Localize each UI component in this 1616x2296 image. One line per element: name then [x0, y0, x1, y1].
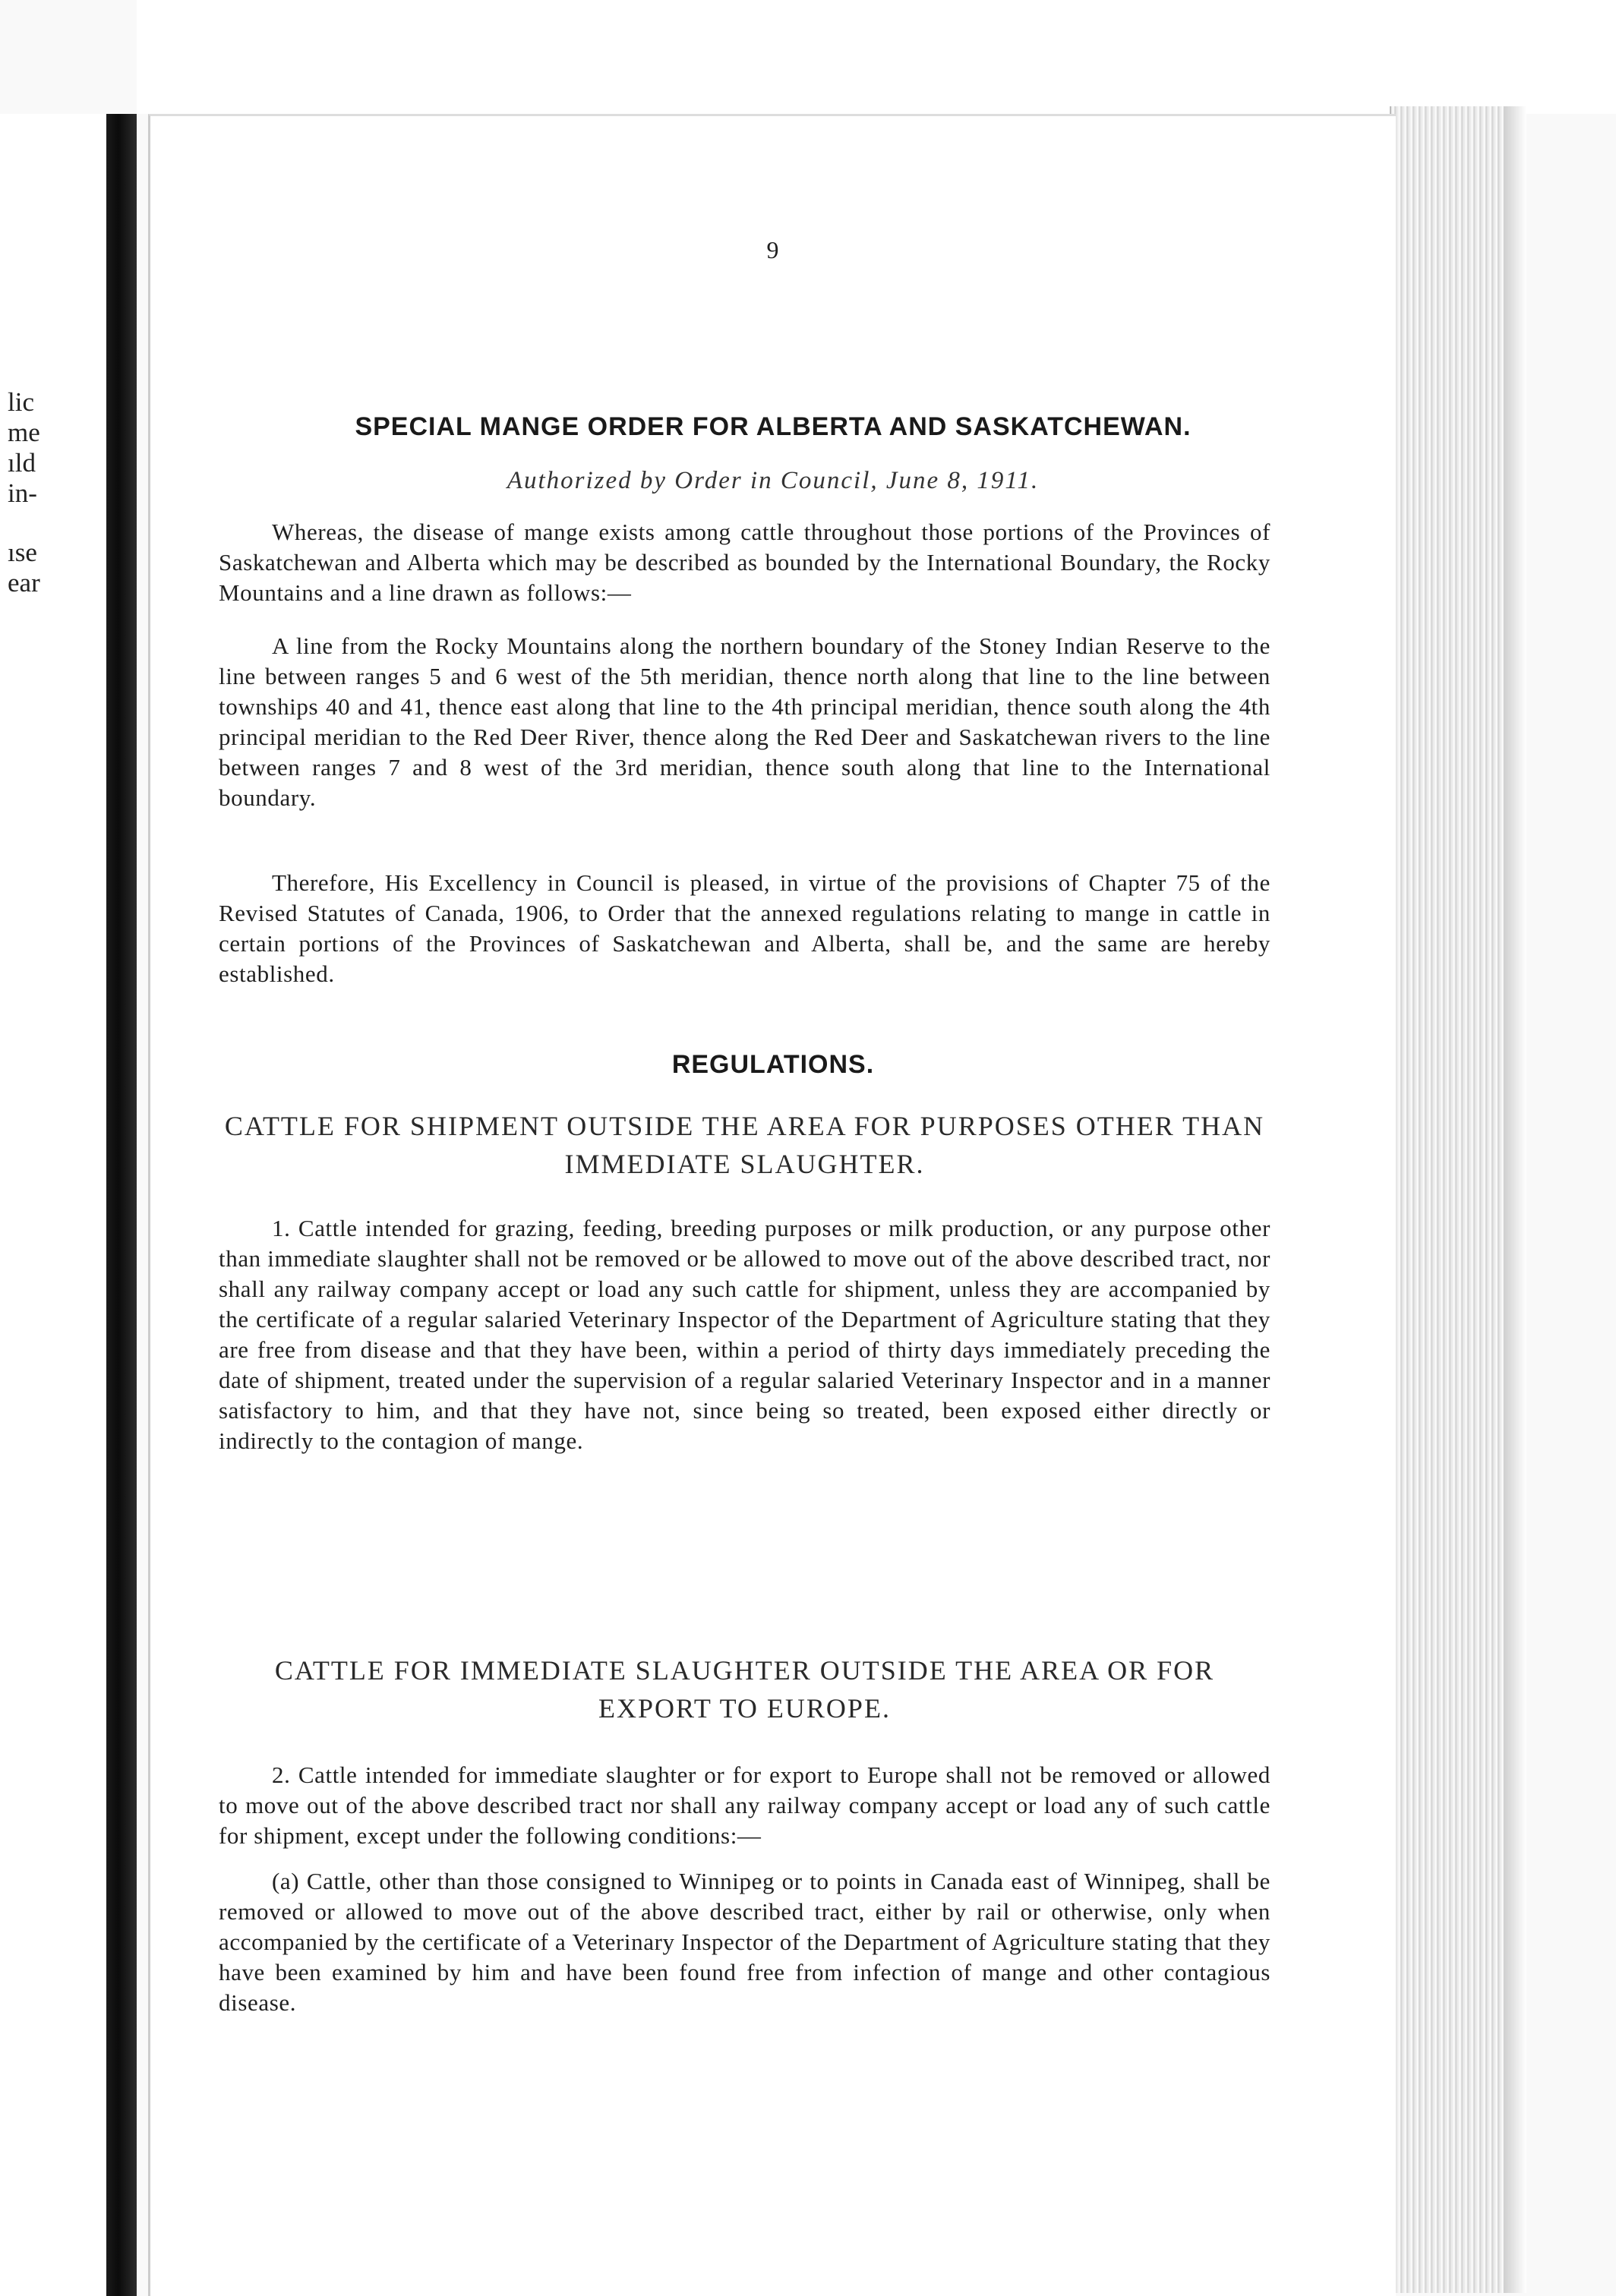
section-heading: CATTLE FOR SHIPMENT OUTSIDE THE AREA FOR PURPOSES OTHER THAN IMMEDIATE SLAUGHTER.	[224, 1111, 1265, 1179]
regulation-paragraph: 1. Cattle intended for grazing, feeding, breeding purposes or milk production, or any purpose other than immediate slaughter shall not be removed or be allowed to move out of the above described tract, nor shall any railway company accept or load any such cattle for shipment, unless they are accompanied by the certificate of a regular salaried Veterinary Inspector of the Department of Agriculture stating that they are free from disease and that they have been, within a period of thirty days immediately preceding the date of shipment, treated under the supervision of a regular salaried Veterinary Inspector and in a manner satisfactory to him, and that they have not, since being so treated, been exposed either directly or indirectly to the contagion of mange.	[219, 1215, 1270, 1454]
regulation-subparagraph: (a) Cattle, other than those consigned to Winnipeg or to points in Canada east of Winnipeg, shall be removed or allowed to move out of the above described tract, either by rail or otherwise, only when accompanied by the certificate of a Veterinary Inspector of the Department of Agriculture stating that they have been examined by him and have been found free from infection of mange and other contagious disease.	[219, 1868, 1270, 2016]
left-fragment: ear	[8, 568, 40, 598]
left-fragment: me	[8, 418, 40, 447]
left-fragment: in-	[8, 478, 37, 508]
section-heading: CATTLE FOR IMMEDIATE SLAUGHTER OUTSIDE THE AREA OR FOR EXPORT TO EUROPE.	[274, 1655, 1215, 1724]
boundary-description-paragraph: A line from the Rocky Mountains along the northern boundary of the Stoney Indian Reserve to the line between ranges 5 and 6 west of the 5th meridian, thence north along that line to the line between townships 40 and 41, thence east along that line to the 4th principal meridian, thence south along the 4th principal meridian to the Red Deer River, thence along the Red Deer and Saskatchewan rivers to the line between ranges 7 and 8 west of the 3rd meridian, thence south along that line to the International boundary.	[219, 632, 1270, 811]
regulations-heading: REGULATIONS.	[671, 1050, 875, 1079]
left-fragment: ıse	[8, 538, 37, 567]
left-fragment: lic	[8, 387, 34, 417]
left-facing-page	[0, 114, 114, 2296]
page-edge-shadow	[1504, 106, 1526, 2293]
book-gutter	[106, 114, 137, 2296]
left-page-text-fragments	[8, 387, 40, 598]
page-edge-stack	[1390, 106, 1505, 2293]
top-background	[137, 0, 1616, 114]
left-fragment-gap	[8, 509, 40, 538]
left-fragment: ıld	[8, 448, 36, 478]
order-paragraph: Therefore, His Excellency in Council is pleased, in virtue of the provisions of Chapter 75 of the Revised Statutes of Canada, 1906, to Order that the annexed regulations relating to mange in cattle in certain portions of the Provinces of Saskatchewan and Alberta, shall be, and the same are hereby established.	[219, 869, 1270, 987]
preamble-paragraph: Whereas, the disease of mange exists among cattle throughout those portions of the Provinces of Saskatchewan and Alberta which may be described as bounded by the International Boundary, the Rocky Mountains and a line drawn as follows:—	[219, 519, 1270, 606]
document-title: SPECIAL MANGE ORDER FOR ALBERTA AND SASKATCHEWAN.	[355, 412, 1191, 441]
page-number: 9	[766, 236, 780, 263]
authority-line: Authorized by Order in Council, June 8, 1911.	[507, 467, 1040, 494]
main-page	[148, 114, 1396, 2296]
regulation-paragraph: 2. Cattle intended for immediate slaughter or for export to Europe shall not be removed or allowed to move out of the above described tract nor shall any railway company accept or load any of such cattle for shipment, except under the following conditions:—	[219, 1761, 1270, 1849]
